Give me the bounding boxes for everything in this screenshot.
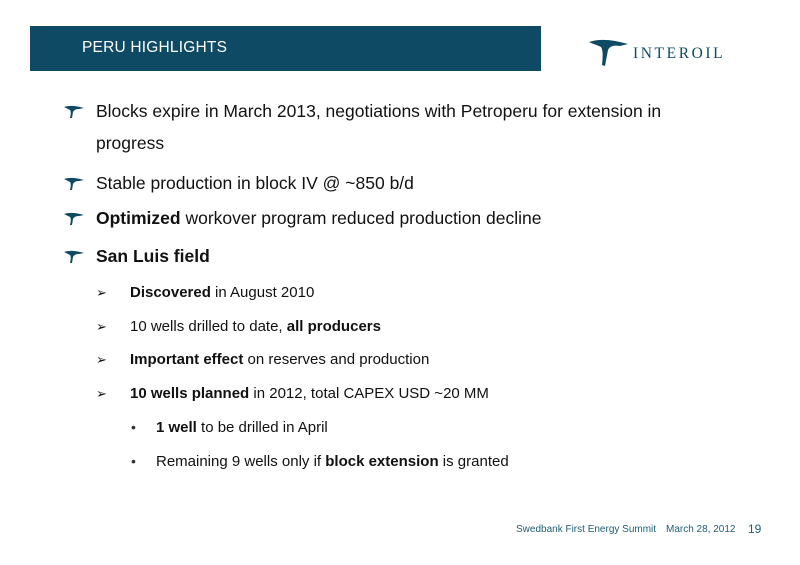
bullet-bold-text: San Luis field [96,246,210,266]
bullet-bold-text: all producers [286,318,381,335]
sub-bullet-discovered [130,284,314,301]
bird-bullet-icon [64,249,84,263]
bird-bullet-icon [64,211,84,225]
bird-bullet-icon [64,104,84,118]
bullet-stable-production [96,173,414,194]
bullet-bold-text: Discovered [130,284,211,301]
title-bar [30,26,541,71]
bullet-bold-text: Important effect [130,351,244,368]
arrow-bullet-icon: ➢ [96,285,107,300]
bird-bullet-icon [64,176,84,190]
dot-bullet-icon: • [131,419,136,435]
sub-bullet-wells-planned [130,385,489,402]
bullet-text: Blocks expire in March 2013, negotiations with Petroperu for extension in [96,101,662,121]
bullet-text: in August 2010 [210,284,315,301]
bullet-bold-text: Optimized [96,208,181,228]
bullet-blocks-expire [96,101,661,122]
sub-bullet-important-effect [130,351,429,368]
bullet-text: workover program reduced production decline [180,208,542,228]
bullet-text: Remaining 9 wells only if [156,453,326,470]
logo-wordmark: INTEROIL [633,45,726,62]
footer-date: March 28, 2012 [666,524,736,535]
bullet-bold-text: 1 well [156,419,197,436]
bullet-text: progress [96,133,165,153]
bird-logo-icon [588,36,630,66]
bullet-bold-text: block extension [325,453,439,470]
bullet-text: on reserves and production [243,351,430,368]
sub-sub-bullet-one-well [156,419,328,436]
footer-event: Swedbank First Energy Summit [516,524,657,535]
interoil-logo [588,36,738,70]
bullet-bold-text: 10 wells planned [130,385,250,402]
bullet-optimized [96,208,541,229]
page-number: 19 [748,522,762,536]
arrow-bullet-icon: ➢ [96,352,107,367]
arrow-bullet-icon: ➢ [96,319,107,334]
bullet-text: 10 wells drilled to date, [130,318,287,335]
slide-title: PERU HIGHLIGHTS [82,39,228,56]
sub-sub-bullet-remaining [156,453,509,470]
bullet-text: is granted [438,453,509,470]
bullet-text: to be drilled in April [196,419,328,436]
bullet-blocks-expire-cont [96,133,164,154]
bullet-san-luis [96,246,210,267]
arrow-bullet-icon: ➢ [96,386,107,401]
dot-bullet-icon: • [131,453,136,469]
bullet-text: in 2012, total CAPEX USD ~20 MM [249,385,489,402]
bullet-text: Stable production in block IV @ ~850 b/d [96,173,414,193]
sub-bullet-wells-drilled [130,318,381,335]
